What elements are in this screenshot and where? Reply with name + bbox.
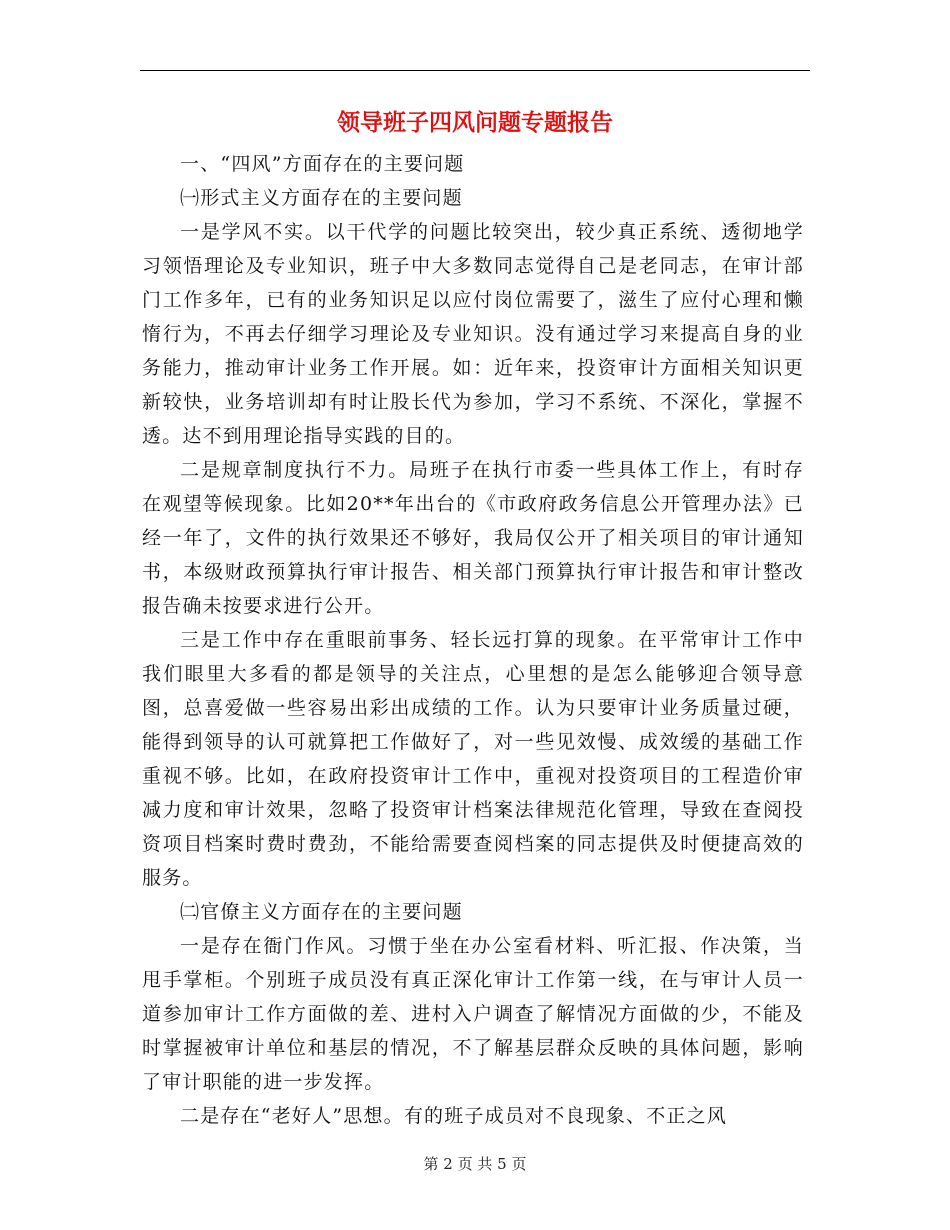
header-rule — [140, 70, 810, 71]
page-number: 第 2 页 共 5 页 — [423, 1155, 527, 1173]
subsection-heading: ㈡官僚主义方面存在的主要问题 — [180, 901, 463, 923]
section-heading: 一、“四风”方面存在的主要问题 — [180, 153, 465, 175]
body-paragraph: 三是工作中存在重眼前事务、轻长远打算的现象。在平常审计工作中我们眼里大多看的都是领导的关注点，心里想的是怎么能够迎合领导意图，总喜爱做一些容易出彩出成绩的工作。认为只要审计业务质量过硬，能得到领导的认可就算把工作做好了，对一些见效慢、成效缓的基础工作重视不够。比如，在政府投资审计工作中，重视对投资项目的工程造价审减力度和审计效果，忽略了投资审计档案法律规范化管理，导致在查阅投资项目档案时费时费劲，不能给需要查阅档案的同志提供及时便捷高效的服务。 — [142, 629, 804, 889]
body-paragraph: 一是存在衙门作风。习惯于坐在办公室看材料、听汇报、作决策，当甩手掌柜。个别班子成员没有真正深化审计工作第一线，在与审计人员一道参加审计工作方面做的差、进村入户调查了解情况方面做的少，不能及时掌握被审计单位和基层的情况，不了解基层群众反映的具体问题，影响了审计职能的进一步发挥。 — [142, 935, 804, 1093]
document-body — [142, 147, 804, 1133]
body-paragraph: 二是存在“老好人”思想。有的班子成员对不良现象、不正之风 — [180, 1105, 728, 1127]
document-title: 领导班子四风问题专题报告 — [337, 109, 613, 136]
body-paragraph: 一是学风不实。以干代学的问题比较突出，较少真正系统、透彻地学习领悟理论及专业知识，班子中大多数同志觉得自己是老同志，在审计部门工作多年，已有的业务知识足以应付岗位需要了，滋生了应付心理和懒惰行为，不再去仔细学习理论及专业知识。没有通过学习来提高自身的业务能力，推动审计业务工作开展。如：近年来，投资审计方面相关知识更新较快，业务培训却有时让股长代为参加，学习不系统、不深化，掌握不透。达不到用理论指导实践的目的。 — [142, 221, 804, 447]
subsection-heading: ㈠形式主义方面存在的主要问题 — [180, 187, 463, 209]
body-paragraph: 二是规章制度执行不力。局班子在执行市委一些具体工作上，有时存在观望等候现象。比如20**年出台的《市政府政务信息公开管理办法》已经一年了，文件的执行效果还不够好，我局仅公开了相关项目的审计通知书，本级财政预算执行审计报告、相关部门预算执行审计报告和审计整改报告确未按要求进行公开。 — [142, 459, 804, 617]
